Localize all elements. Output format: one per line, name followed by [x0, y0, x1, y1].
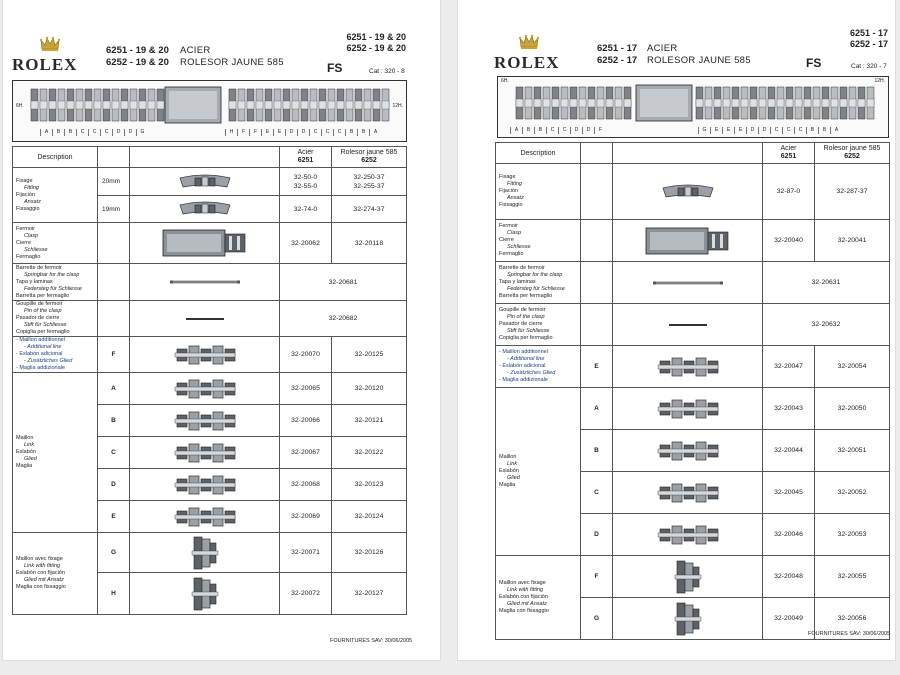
position-letter: G: [581, 598, 613, 640]
strip-letters-left: [510, 127, 606, 134]
description-name: Fermoir: [499, 223, 518, 229]
position-letter: C: [581, 472, 613, 514]
part-image-cell: [613, 262, 763, 304]
strip-letters-right: [698, 127, 842, 134]
description-italic: Link with fitting: [507, 587, 544, 593]
part-image-cell: [613, 304, 763, 346]
part-number-acier: 32-20044: [763, 430, 815, 472]
description-italic2: Glied mit Ansatz: [24, 577, 64, 583]
part-image-cell: [130, 223, 280, 264]
description-extra: Eslabón: [499, 468, 519, 474]
bracelet-diagram: [12, 80, 407, 142]
fitlink-part-image: [190, 576, 220, 612]
position-letter: A: [581, 388, 613, 430]
description-name: Barrette de fermoir: [16, 264, 62, 271]
description-extra2: Copiglia per fermaglio: [499, 335, 553, 341]
pin-part-image: [668, 322, 708, 328]
description-name: Goupille de fermoir: [16, 301, 63, 307]
part-number: 32-20682: [280, 301, 407, 337]
empty-cell: [98, 264, 130, 301]
fs-label: FS: [806, 56, 822, 70]
description-italic: Pin of the clasp: [507, 314, 545, 320]
link-part-image: [173, 442, 237, 464]
position-letter: C: [98, 437, 130, 469]
description-italic: Fitting: [24, 184, 39, 191]
part-image-cell: [130, 469, 280, 501]
part-image-cell: [613, 430, 763, 472]
description-italic: - Additional line: [24, 344, 62, 350]
description-cell: [13, 373, 98, 533]
springbar-part-image: [170, 278, 240, 286]
description-italic: Springbar for the clasp: [24, 271, 80, 278]
strip-letter: C: [794, 127, 806, 134]
col-acier: Acier 6251: [763, 143, 815, 164]
description-name: Maillon avec fixage: [499, 580, 546, 586]
table-row: [496, 346, 890, 388]
link-part-image: [173, 378, 237, 400]
strip-letter: B: [522, 127, 534, 134]
description-cell: [496, 220, 581, 262]
part-number: 32-20681: [280, 264, 407, 301]
footer-date: FOURNITURES SAV: 30/06/2005: [330, 638, 413, 644]
part-number-jaune: 32-20041: [815, 220, 890, 262]
strip-letter: D: [746, 127, 758, 134]
fitting-part-image: [660, 184, 716, 200]
part-number-acier: 32-20070: [280, 337, 332, 373]
strip-letter: F: [237, 129, 249, 136]
rolex-logo: ROLEX: [494, 53, 560, 72]
description-extra: Eslabón: [16, 449, 36, 455]
link-part-image: [656, 482, 720, 504]
part-number-acier: 32-20046: [763, 514, 815, 556]
part-number-jaune: 32-20050: [815, 388, 890, 430]
strip-letter: D: [570, 127, 582, 134]
description-italic2: - Zusätzliches Glied: [507, 370, 556, 376]
description-italic: Springbar for the clasp: [507, 272, 563, 278]
part-number-jaune: 32-20123: [332, 469, 407, 501]
strip-letter: C: [546, 127, 558, 134]
catalog-number: Cat : 320 - 7: [851, 63, 887, 70]
table-row: [496, 262, 890, 304]
title-refs: 6251 - 19 & 20 6252 - 19 & 20: [106, 45, 169, 68]
col-description: Description: [13, 147, 98, 168]
strip-letter: E: [273, 129, 285, 136]
parts-table: [495, 142, 890, 640]
strip-letter: A: [830, 127, 842, 134]
part-image-cell: [613, 556, 763, 598]
strip-letter: D: [297, 129, 309, 136]
description-name: Maillon: [499, 454, 517, 460]
strip-letter: B: [534, 127, 546, 134]
strip-letter: G: [698, 127, 710, 134]
part-number-acier: 32-20045: [763, 472, 815, 514]
table-row: [13, 373, 407, 405]
strip-letter: C: [88, 129, 100, 136]
description-extra: Eslabón con fijación: [16, 570, 65, 576]
description-cell: [13, 168, 98, 223]
part-number-acier: 32-20069: [280, 501, 332, 533]
fitting-part-image: [177, 201, 233, 217]
description-cell: [496, 388, 581, 556]
part-image-cell: [130, 573, 280, 615]
empty-cell: [98, 223, 130, 264]
part-number-jaune: 32-274-37: [332, 196, 407, 223]
description-name: - Maillon additionnel: [499, 349, 548, 355]
description-extra2: Fissaggio: [499, 202, 523, 208]
description-italic2: - Zusätzliches Glied: [24, 358, 73, 364]
part-number-acier: 32-20071: [280, 533, 332, 573]
position-letter: B: [98, 405, 130, 437]
description-cell: [13, 264, 98, 301]
strip-letter: C: [770, 127, 782, 134]
part-number-acier: 32-87-0: [763, 164, 815, 220]
description-italic2: Glied: [24, 456, 37, 462]
part-image-cell: [130, 196, 280, 223]
table-row: [13, 337, 407, 373]
part-image-cell: [130, 437, 280, 469]
strip-letter: B: [357, 129, 369, 136]
part-number-acier: 32-20066: [280, 405, 332, 437]
strip-letters-left: [40, 129, 148, 136]
link-part-image: [656, 440, 720, 462]
position-letter: G: [98, 533, 130, 573]
part-number-jaune: 32-20122: [332, 437, 407, 469]
description-cell: [13, 533, 98, 615]
strip-letter: B: [345, 129, 357, 136]
part-image-cell: [130, 264, 280, 301]
link-part-image: [173, 410, 237, 432]
part-number-jaune: 32-20055: [815, 556, 890, 598]
strip-letter: E: [722, 127, 734, 134]
description-extra2: Fissaggio: [16, 205, 40, 212]
strip-letter: D: [112, 129, 124, 136]
description-name: Maillon avec fixage: [16, 556, 63, 562]
strip-letter: C: [100, 129, 112, 136]
description-name: Goupille de fermoir: [499, 307, 546, 313]
table-row: [13, 301, 407, 337]
part-number-jaune: 32-20121: [332, 405, 407, 437]
description-extra: Cierre: [499, 237, 514, 243]
size-cell: 20mm: [98, 168, 130, 196]
strip-letter: E: [710, 127, 722, 134]
description-extra2: - Maglia addizionale: [499, 377, 548, 383]
link-part-image: [656, 356, 720, 378]
strip-letter: B: [818, 127, 830, 134]
clasp-part-image: [642, 224, 734, 258]
parts-table: [12, 146, 407, 615]
empty-cell: [581, 220, 613, 262]
part-number-acier: 32-20072: [280, 573, 332, 615]
empty-cell: [98, 301, 130, 337]
description-italic2: Ansatz: [507, 195, 524, 201]
table-row: [496, 304, 890, 346]
position-letter: D: [581, 514, 613, 556]
description-italic: Link: [24, 442, 35, 448]
strip-letter: B: [806, 127, 818, 134]
title-materials: ACIER ROLESOR JAUNE 585: [180, 45, 284, 68]
strip-6h-label: 6H.: [16, 103, 24, 109]
strip-letter: F: [249, 129, 261, 136]
size-cell: 19mm: [98, 196, 130, 223]
part-number-jaune: 32-20126: [332, 533, 407, 573]
part-image-cell: [130, 301, 280, 337]
empty-cell: [581, 262, 613, 304]
description-extra2: Fermaglio: [499, 251, 524, 257]
part-image-cell: [613, 346, 763, 388]
part-number-acier: 32-20062: [280, 223, 332, 264]
strip-12h-label: 12H.: [874, 78, 885, 84]
strip-12h-label: 12H.: [392, 103, 403, 109]
part-number-acier: 32-20065: [280, 373, 332, 405]
part-number-acier: 32-20049: [763, 598, 815, 640]
strip-letter: D: [124, 129, 136, 136]
table-row: [496, 388, 890, 430]
link-part-image: [656, 524, 720, 546]
empty-cell: [581, 304, 613, 346]
description-italic2: Stift für Schliesse: [507, 328, 550, 334]
strip-letter: H: [225, 129, 237, 136]
link-part-image: [173, 344, 237, 366]
fitlink-part-image: [190, 535, 220, 571]
strip-letter: D: [758, 127, 770, 134]
strip-letter: A: [40, 129, 52, 136]
strip-letter: D: [582, 127, 594, 134]
part-number-jaune: 32-20120: [332, 373, 407, 405]
description-extra: Eslabón con fijación: [499, 594, 548, 600]
description-italic2: Schliesse: [507, 244, 531, 250]
position-letter: E: [98, 501, 130, 533]
description-italic: Link: [507, 461, 518, 467]
part-image-cell: [613, 388, 763, 430]
part-number-acier: 32-20068: [280, 469, 332, 501]
part-number-acier: 32-50-0 32-55-0: [280, 168, 332, 196]
description-cell: [13, 337, 98, 373]
bracelet-image: [498, 83, 888, 125]
description-extra2: Copiglia per fermaglio: [16, 329, 70, 335]
strip-letter: A: [369, 129, 381, 136]
bracelet-image: [13, 85, 406, 127]
strip-letter: C: [333, 129, 345, 136]
bracelet-diagram: [497, 76, 889, 138]
catalog-number: Cat : 320 - 8: [369, 68, 405, 75]
part-number-acier: 32-20040: [763, 220, 815, 262]
strip-letter: B: [52, 129, 64, 136]
strip-letter: E: [734, 127, 746, 134]
part-number-jaune: 32-287-37: [815, 164, 890, 220]
part-image-cell: [130, 373, 280, 405]
description-italic: - Additional line: [507, 356, 545, 362]
description-italic: Fitting: [507, 181, 522, 187]
description-extra2: Barretta per fermaglio: [499, 293, 553, 299]
description-cell: [496, 346, 581, 388]
description-name: Fixage: [16, 177, 33, 184]
strip-6h-label: 6H.: [501, 78, 509, 84]
description-italic2: Federsteg für Schliesse: [507, 286, 565, 292]
fitting-part-image: [177, 174, 233, 190]
description-name: Maillon: [16, 435, 34, 441]
part-image-cell: [613, 514, 763, 556]
part-number-jaune: 32-20054: [815, 346, 890, 388]
description-name: Fermoir: [16, 225, 35, 232]
part-number-jaune: 32-20125: [332, 337, 407, 373]
part-image-cell: [130, 168, 280, 196]
part-number-acier: 32-20048: [763, 556, 815, 598]
description-italic: Clasp: [24, 232, 39, 239]
description-italic: Clasp: [507, 230, 522, 236]
title-refs: 6251 - 17 6252 - 17: [597, 43, 638, 66]
col-description: Description: [496, 143, 581, 164]
springbar-part-image: [653, 279, 723, 287]
part-image-cell: [130, 337, 280, 373]
part-image-cell: [130, 501, 280, 533]
position-letter: B: [581, 430, 613, 472]
description-extra2: Maglia con fissaggio: [499, 608, 549, 614]
description-extra: Cierre: [16, 239, 31, 246]
part-number-jaune: 32-250-37 32-255-37: [332, 168, 407, 196]
strip-letter: G: [136, 129, 148, 136]
part-image-cell: [613, 164, 763, 220]
empty-cell: [581, 164, 613, 220]
description-extra2: Maglia: [499, 482, 516, 488]
link-part-image: [173, 506, 237, 528]
part-image-cell: [613, 472, 763, 514]
table-row: [13, 223, 407, 264]
fitlink-part-image: [673, 559, 703, 595]
description-cell: [13, 223, 98, 264]
part-number-jaune: 32-20053: [815, 514, 890, 556]
crown-icon: [40, 36, 60, 52]
strip-letter: C: [309, 129, 321, 136]
table-row: [496, 164, 890, 220]
strip-letter: E: [261, 129, 273, 136]
link-part-image: [173, 474, 237, 496]
description-extra2: Barretta per fermaglio: [16, 292, 70, 299]
part-number-acier: 32-20067: [280, 437, 332, 469]
description-extra2: Fermaglio: [16, 253, 41, 260]
description-italic: Link with fitting: [24, 563, 61, 569]
part-number-jaune: 32-20051: [815, 430, 890, 472]
description-name: - Maillon additionnel: [16, 337, 65, 343]
part-number-acier: 32-20047: [763, 346, 815, 388]
description-extra: Fijación: [16, 191, 35, 198]
part-number: 32-20632: [763, 304, 890, 346]
position-letter: H: [98, 573, 130, 615]
part-image-cell: [613, 220, 763, 262]
description-cell: [496, 304, 581, 346]
description-extra: Fijación: [499, 188, 518, 194]
col-rolesor: Rolesor jaune 585 6252: [332, 147, 407, 168]
description-cell: [496, 164, 581, 220]
description-italic2: Federsteg für Schliesse: [24, 285, 82, 292]
strip-letter: A: [510, 127, 522, 134]
crown-icon: [519, 34, 539, 50]
description-cell: [13, 301, 98, 337]
position-letter: E: [581, 346, 613, 388]
description-extra: - Eslabón adicional: [16, 351, 63, 357]
description-italic2: Ansatz: [24, 198, 41, 205]
description-extra2: - Maglia addizionale: [16, 365, 65, 371]
description-extra2: Maglia: [16, 463, 33, 469]
table-row: [496, 220, 890, 262]
table-row: [13, 533, 407, 573]
part-number: 32-20631: [763, 262, 890, 304]
pin-part-image: [185, 316, 225, 322]
strip-letter: C: [76, 129, 88, 136]
strip-letter: F: [594, 127, 606, 134]
part-number-jaune: 32-20127: [332, 573, 407, 615]
part-number-jaune: 32-20056: [815, 598, 890, 640]
fitlink-part-image: [673, 601, 703, 637]
position-letter: F: [581, 556, 613, 598]
strip-letters-right: [225, 129, 381, 136]
table-row: [13, 168, 407, 196]
description-italic2: Stift für Schliesse: [24, 322, 67, 328]
clasp-part-image: [159, 226, 251, 260]
table-row: [13, 264, 407, 301]
description-extra: Pasador de cierre: [499, 321, 543, 327]
position-letter: F: [98, 337, 130, 373]
part-number-jaune: 32-20118: [332, 223, 407, 264]
description-cell: [496, 262, 581, 304]
part-number-jaune: 32-20124: [332, 501, 407, 533]
description-extra: Tapa y laminas: [499, 279, 536, 285]
top-refs: 6251 - 17 6252 - 17: [849, 28, 888, 49]
strip-letter: B: [64, 129, 76, 136]
link-part-image: [656, 398, 720, 420]
description-extra2: Maglia con fissaggio: [16, 584, 66, 590]
description-cell: [496, 556, 581, 640]
part-image-cell: [613, 598, 763, 640]
part-number-acier: 32-20043: [763, 388, 815, 430]
footer-date: FOURNITURES SAV: 30/06/2005: [808, 631, 891, 637]
table-row: [496, 556, 890, 598]
description-italic: Pin of the clasp: [24, 308, 62, 314]
description-name: Fixage: [499, 174, 516, 180]
position-letter: D: [98, 469, 130, 501]
top-refs: 6251 - 19 & 20 6252 - 19 & 20: [346, 32, 406, 53]
strip-letter: D: [285, 129, 297, 136]
fs-label: FS: [327, 61, 343, 75]
rolex-logo: ROLEX: [12, 55, 78, 74]
title-materials: ACIER ROLESOR JAUNE 585: [647, 43, 751, 66]
part-number-jaune: 32-20052: [815, 472, 890, 514]
part-image-cell: [130, 405, 280, 437]
col-acier: Acier 6251: [280, 147, 332, 168]
description-italic2: Glied mit Ansatz: [507, 601, 547, 607]
description-extra: - Eslabón adicional: [499, 363, 546, 369]
part-image-cell: [130, 533, 280, 573]
strip-letter: C: [321, 129, 333, 136]
description-extra: Tapa y laminas: [16, 278, 53, 285]
strip-letter: C: [558, 127, 570, 134]
col-rolesor: Rolesor jaune 585 6252: [815, 143, 890, 164]
description-name: Barrette de fermoir: [499, 265, 545, 271]
part-number-acier: 32-74-0: [280, 196, 332, 223]
strip-letter: C: [782, 127, 794, 134]
description-extra: Pasador de cierre: [16, 315, 60, 321]
position-letter: A: [98, 373, 130, 405]
description-italic2: Schliesse: [24, 246, 48, 253]
description-italic2: Glied: [507, 475, 520, 481]
